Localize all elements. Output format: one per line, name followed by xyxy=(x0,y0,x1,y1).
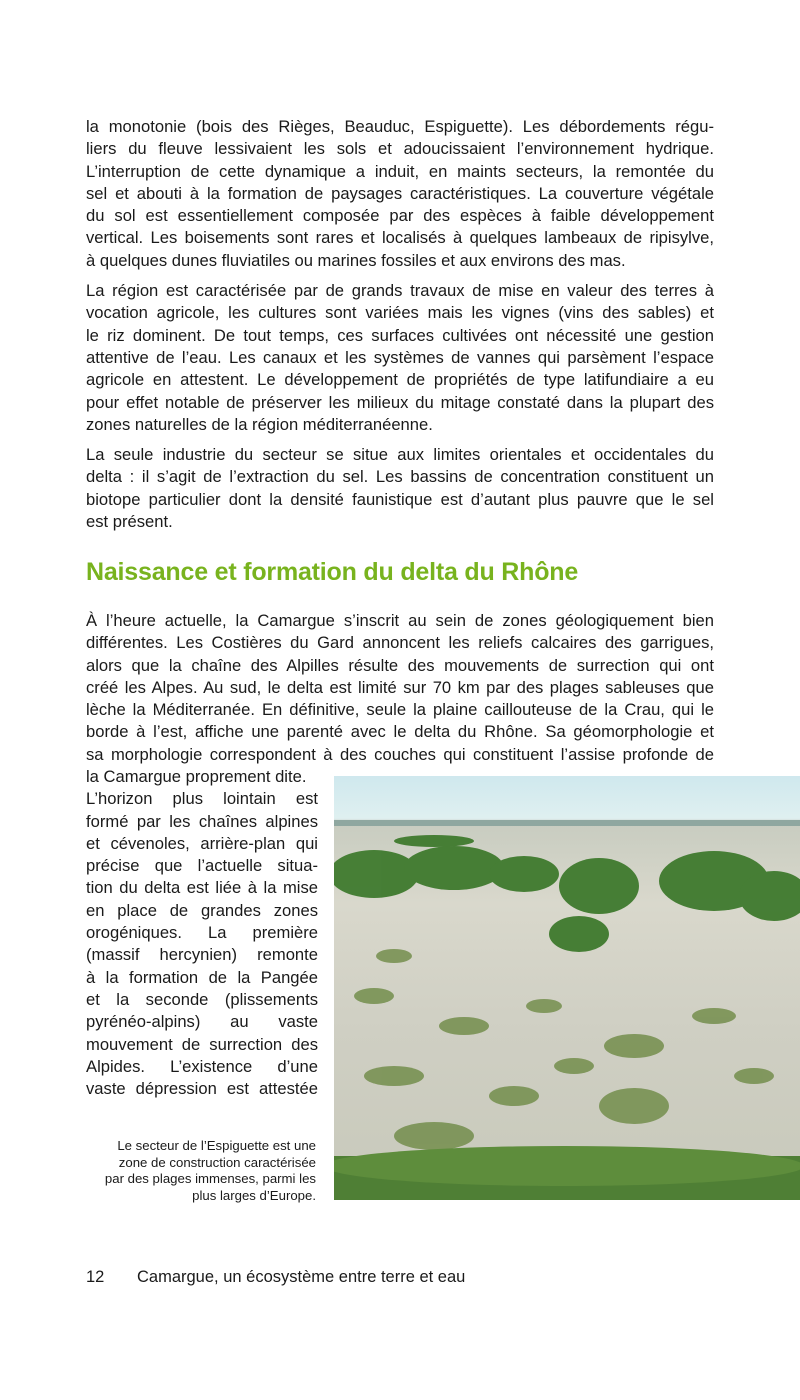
text-line: vaste dépression est attestée xyxy=(86,1079,318,1099)
section-paragraph xyxy=(86,610,714,766)
text-line: zones naturelles de la région méditerranéenne. xyxy=(86,414,433,434)
text-line: Alpides. L’existence d’une xyxy=(86,1056,318,1076)
text-line: L’interruption de cette dynamique a induit, en maints secteurs, la remontée du xyxy=(86,161,714,181)
text-line: pour effet notable de préserver les milieux du mitage constaté dans la plupart des xyxy=(86,392,714,412)
text-line: vocation agricole, les cultures sont variées mais les vignes (vins des sables) et xyxy=(86,303,714,323)
text-line: orogéniques. La première xyxy=(86,923,318,943)
page-number: 12 xyxy=(86,1268,105,1286)
text-line: et cévenoles, arrière-plan qui xyxy=(86,833,318,853)
text-line: La seule industrie du secteur se situe aux limites orientales et occidentales du xyxy=(86,445,714,465)
section-paragraph-narrow xyxy=(86,766,318,1100)
text-line: vertical. Les boisements sont rares et localisés à quelques lambeaux de ripisylve, xyxy=(86,228,714,248)
text-line: sa morphologie correspondent à des couches qui constituent l’assise profonde de xyxy=(86,744,714,764)
text-line: le riz dominent. De tout temps, ces surfaces cultivées ont nécessité une gestion xyxy=(86,325,714,345)
paragraph xyxy=(86,116,714,272)
text-line: à la formation de la Pangée xyxy=(86,967,318,987)
text-line: delta : il s’agit de l’extraction du sel. Les bassins de concentration constituent un xyxy=(86,467,714,487)
photo-caption xyxy=(86,1138,316,1204)
text-line: la monotonie (bois des Rièges, Beauduc, Espiguette). Les débordements régu- xyxy=(86,117,714,136)
text-line: À l’heure actuelle, la Camargue s’inscrit au sein de zones géologiquement bien xyxy=(86,611,714,630)
text-line: créé les Alpes. Au sud, le delta est limité sur 70 km par des plages sableuses que xyxy=(86,677,714,697)
caption-line: par des plages immenses, parmi les xyxy=(104,1171,316,1186)
text-line: L’horizon plus lointain est xyxy=(86,789,318,809)
caption-line: plus larges d’Europe. xyxy=(192,1187,316,1203)
text-line: La région est caractérisée par de grands travaux de mise en valeur des terres à xyxy=(86,281,714,301)
caption-line: Le secteur de l’Espiguette est une xyxy=(117,1138,316,1153)
text-line: (massif hercynien) remonte xyxy=(86,945,318,965)
text-line: formé par les chaînes alpines xyxy=(86,811,318,831)
text-line: du sol est essentiellement composée par des espèces à faible développement xyxy=(86,206,714,226)
section-heading: Naissance et formation du delta du Rhône xyxy=(86,558,579,586)
text-line: tion du delta est liée à la mise xyxy=(86,878,318,898)
text-line: pyrénéo-alpins) au vaste xyxy=(86,1012,318,1032)
text-line: la Camargue proprement dite. xyxy=(86,767,307,786)
text-line: différentes. Les Costières du Gard annoncent les reliefs calcaires des garrigues, xyxy=(86,633,714,653)
text-line: sel et abouti à la formation de paysages caractéristiques. La couverture végétale xyxy=(86,183,714,203)
dune-photo xyxy=(334,776,800,1200)
text-line: borde à l’est, affiche une parenté avec le delta du Rhône. Sa géomorphologie et xyxy=(86,722,714,742)
dune-landscape-image xyxy=(334,776,800,1200)
caption-line: zone de construction caractérisée xyxy=(118,1154,316,1170)
text-line: et la seconde (plissements xyxy=(86,989,318,1009)
text-line: à quelques dunes fluviatiles ou marines fossiles et aux environs des mas. xyxy=(86,250,626,270)
book-title: Camargue, un écosystème entre terre et eau xyxy=(137,1268,466,1286)
text-line: agricole en attestent. Le développement de propriétés de type latifundiaire a eu xyxy=(86,370,714,390)
text-line: est présent. xyxy=(86,512,173,532)
text-line: biotope particulier dont la densité faunistique est d’autant plus pauvre que le sel xyxy=(86,489,714,509)
paragraph xyxy=(86,280,714,436)
text-line: liers du fleuve lessivaient les sols et adoucissaient l’environnement hydrique. xyxy=(86,139,714,159)
text-line: alors que la chaîne des Alpilles résulte des mouvements de surrection qui ont xyxy=(86,655,714,675)
text-line: mouvement de surrection des xyxy=(86,1034,318,1054)
paragraph xyxy=(86,444,714,533)
body-text-top xyxy=(86,116,714,541)
text-line: lèche la Méditerranée. En définitive, seule la plaine caillouteuse de la Crau, qui le xyxy=(86,700,714,720)
text-line: attentive de l’eau. Les canaux et les systèmes de vannes qui parsèment l’espace xyxy=(86,347,714,367)
text-line: précise que l’actuelle situa- xyxy=(86,856,318,876)
text-line: en place de grandes zones xyxy=(86,900,318,920)
